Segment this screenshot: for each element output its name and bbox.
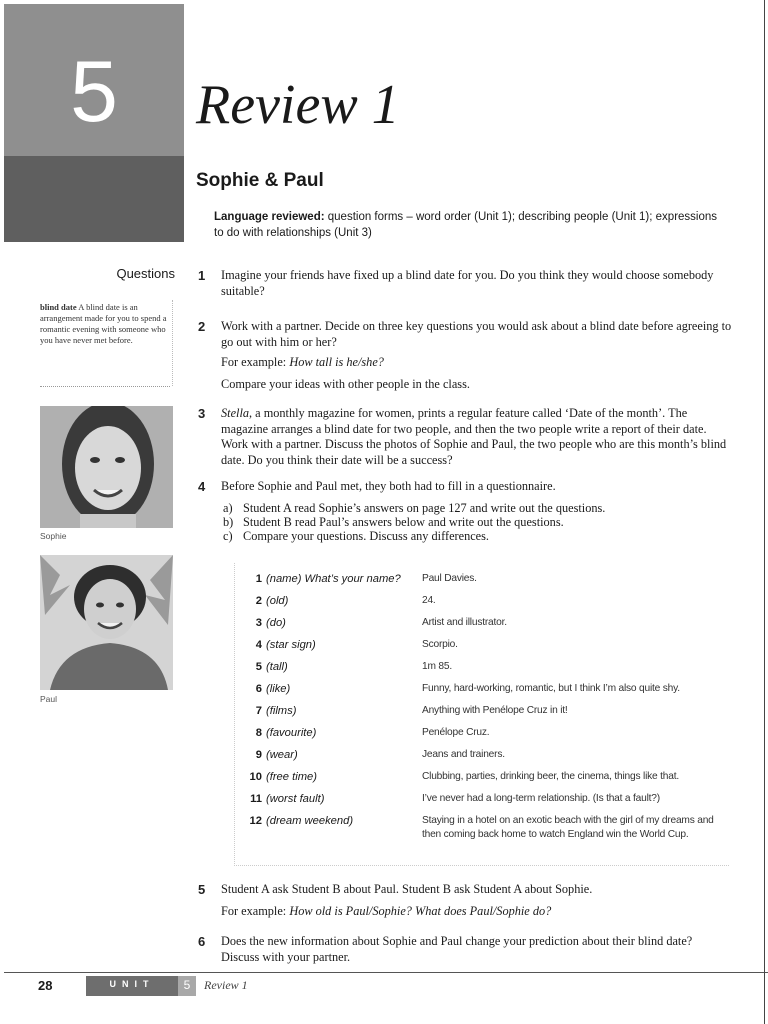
footer-divider	[4, 972, 768, 973]
question-2-text-compare: Compare your ideas with other people in the class.	[221, 377, 470, 391]
question-2-example	[221, 355, 733, 371]
question-5-example	[221, 904, 733, 920]
glossary-definition: A blind date is an arrangement made for you to spend a romantic evening with someone who you have never met before.	[40, 302, 167, 345]
row-number: 7	[255, 705, 262, 717]
question-4a-text: Student A read Sophie’s answers on page 127 and write out the questions.	[243, 501, 606, 515]
language-reviewed-label: Language reviewed:	[214, 211, 325, 223]
question-1-text: Imagine your friends have fixed up a blind date for you. Do you think they would choose somebody suitable?	[221, 268, 714, 298]
row-answer: 24.	[422, 595, 436, 606]
question-5-number: 5	[198, 882, 206, 897]
question-4c-label: c)	[223, 529, 233, 543]
row-number: 12	[249, 815, 262, 827]
row-answer: Penélope Cruz.	[422, 727, 490, 738]
row-answer: Staying in a hotel on an exotic beach with the girl of my dreams and then coming back home to watch England win the World Cup.	[422, 815, 714, 840]
question-1-number: 1	[198, 268, 206, 283]
question-6-number: 6	[198, 934, 206, 949]
sophie-photo	[40, 406, 173, 528]
question-4-text: Before Sophie and Paul met, they both had to fill in a questionnaire.	[221, 479, 556, 493]
row-prompt: (worst fault)	[266, 793, 325, 805]
row-number: 6	[255, 683, 262, 695]
row-prompt: (like)	[266, 683, 291, 695]
row-number: 3	[255, 617, 262, 629]
row-prompt: (star sign)	[266, 639, 316, 651]
question-5-example-text: How old is Paul/Sophie? What does Paul/Sophie do?	[289, 904, 552, 918]
question-4a-label: a)	[223, 501, 233, 515]
sophie-caption: Sophie	[40, 531, 67, 541]
question-6-text: Does the new information about Sophie and Paul change your prediction about their blind date? Discuss with your partner.	[221, 934, 693, 964]
row-prompt: (favourite)	[266, 727, 317, 739]
row-prompt: (wear)	[266, 749, 298, 761]
unit-number: 5	[70, 44, 118, 140]
question-3-text	[221, 406, 733, 468]
row-prompt: (do)	[266, 617, 286, 629]
row-prompt	[266, 572, 416, 586]
page-edge	[764, 0, 765, 1024]
footer-unit-number: 5	[183, 978, 191, 992]
row-answer: Paul Davies.	[422, 573, 477, 584]
row-answer: Jeans and trainers.	[422, 749, 505, 760]
row-answer: 1m 85.	[422, 661, 452, 672]
question-3-number: 3	[198, 406, 206, 421]
question-2-text: Work with a partner. Decide on three key questions you would ask about a blind date before agreeing to go out with him or her?	[221, 319, 732, 349]
question-4b-label: b)	[223, 515, 234, 529]
question-2-example-text: How tall is he/she?	[289, 355, 384, 369]
question-2-example-label: For example:	[221, 355, 290, 369]
row-prompt-word: (name)	[266, 573, 302, 585]
magazine-name: Stella	[221, 406, 250, 420]
questions-heading: Questions	[116, 266, 175, 281]
question-2-number: 2	[198, 319, 206, 334]
row-prompt: (tall)	[266, 661, 288, 673]
row-answer: Scorpio.	[422, 639, 458, 650]
row-number: 10	[249, 771, 262, 783]
row-answer: I’ve never had a long-term relationship. (Is that a fault?)	[422, 793, 660, 804]
question-5-example-label: For example:	[221, 904, 290, 918]
row-prompt: (old)	[266, 595, 289, 607]
glossary-term: blind date	[40, 302, 77, 312]
row-number: 8	[255, 727, 262, 739]
row-answer: Funny, hard-working, romantic, but I think I’m also quite shy.	[422, 683, 680, 694]
question-5-text: Student A ask Student B about Paul. Student B ask Student A about Sophie.	[221, 882, 593, 896]
page-number: 28	[38, 978, 53, 993]
footer-unit-label: UNIT	[109, 979, 155, 989]
glossary-side-rule	[172, 300, 173, 386]
row-number: 11	[250, 793, 262, 805]
row-answer: Anything with Penélope Cruz in it!	[422, 705, 568, 716]
row-answer: Clubbing, parties, drinking beer, the cinema, things like that.	[422, 771, 679, 782]
row-answer: Artist and illustrator.	[422, 617, 507, 628]
row-number: 9	[255, 749, 262, 761]
paul-caption: Paul	[40, 694, 58, 704]
question-4c-text: Compare your questions. Discuss any differences.	[243, 529, 489, 543]
question-4c	[223, 529, 735, 545]
question-4-number: 4	[198, 479, 206, 494]
footer-title: Review 1	[204, 978, 248, 992]
paul-photo	[40, 555, 173, 690]
page-title: Review 1	[196, 74, 400, 136]
row-prompt: (films)	[266, 705, 297, 717]
row-number: 4	[255, 639, 262, 651]
language-reviewed-text: question forms – word order (Unit 1); describing people (Unit 1); expressions to do with relationships (Unit 3)	[214, 211, 718, 239]
unit-banner-bottom	[4, 156, 184, 242]
row-number: 5	[255, 661, 262, 673]
language-reviewed	[214, 209, 724, 241]
row-prompt: (free time)	[266, 771, 317, 783]
row-example: What’s your name?	[304, 573, 401, 585]
row-prompt: (dream weekend)	[266, 815, 354, 827]
glossary-box	[40, 302, 168, 346]
question-4b-text: Student B read Paul’s answers below and write out the questions.	[243, 515, 564, 529]
glossary-divider	[40, 386, 170, 387]
page-subtitle: Sophie & Paul	[196, 170, 324, 191]
row-number: 1	[255, 573, 262, 585]
question-3-body: , a monthly magazine for women, prints a regular feature called ‘Date of the month’. The magazine arranges a blind date for two people, and then the two people write a report of their date. Work with a partner. Discuss the photos of Sophie and Paul, the two people who are this month’s blind date. Do you think their date will be a success?	[221, 406, 727, 467]
row-number: 2	[255, 595, 262, 607]
